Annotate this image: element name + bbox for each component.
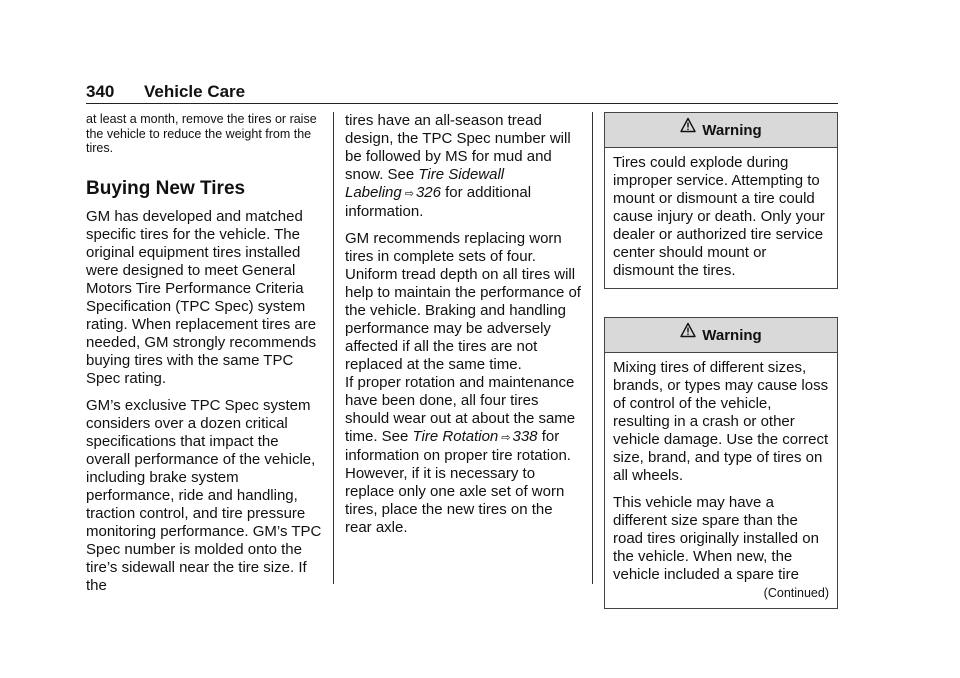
page-reference[interactable]: 326 [415,184,441,201]
header-divider [86,103,838,104]
warning-header [605,318,837,353]
text-run: tires have an all-season tread design, the TPC Spec number will be followed by MS for mud and snow. See [345,112,571,183]
paragraph [345,374,581,537]
warning-text: Tires could explode during improper service. Attempting to mount or dismount a tire could cause injury or death. Only your dealer or authorized tire service center should mount or dismount the tires. [613,154,825,279]
cross-reference-link[interactable]: Tire Rotation [412,428,499,445]
warning-text: This vehicle may have a different size spare than the road tires originally installed on the vehicle. When new, the vehicle included a spare tire [613,494,819,583]
warning-header [605,113,837,148]
warning-body [605,148,837,288]
warning-title: Warning [702,121,762,139]
continued-label: (Continued) [763,586,829,600]
column-divider [592,112,593,584]
text-run: for information on proper tire rotation. However, if it is necessary to replace only one axle set of worn tires, place the new tires on the rear axle. [345,428,571,536]
section-title: Vehicle Care [144,82,246,101]
warning-box [604,317,838,609]
paragraph: GM has developed and matched specific tires for the vehicle. The original equipment tires installed were designed to meet General Motors Tire Performance Criteria Specification (TPC Spec) system rating. When replacement tires are needed, GM strongly recommends buying tires with the same TPC Spec rating. [86,207,317,387]
warning-triangle-icon [680,322,696,342]
warning-title: Warning [702,326,762,344]
warning-triangle-icon [680,117,696,137]
text-run: If proper rotation and maintenance have been done, all four tires should wear out at about the same time. See [345,374,576,445]
column-divider [333,112,334,584]
page-reference[interactable]: 338 [512,428,538,445]
page-reference-arrow-icon: ⇨ [501,432,511,444]
cross-reference-link[interactable]: Tire Sidewall Labeling [345,166,505,201]
warning-text: Mixing tires of different sizes, brands, or types may cause loss of control of the vehicle, resulting in a crash or other vehicle damage. Use the correct size, brand, and type of tires on all wheels. [613,359,829,484]
column-2 [345,112,581,546]
section-heading: Buying New Tires [86,177,246,199]
paragraph: GM recommends replacing worn tires in complete sets of four. Uniform tread depth on all tires will help to maintain the performance of the vehicle. Braking and handling performance may be adversely affected if all the tires are not replaced at the same time. [345,230,581,373]
page-reference-arrow-icon: ⇨ [404,188,414,200]
column-3 [604,112,838,609]
page-number: 340 [86,82,115,101]
intro-text: at least a month, remove the tires or raise the vehicle to reduce the weight from the tires. [86,112,317,155]
text-run: for additional information. [345,184,532,220]
paragraph: GM’s exclusive TPC Spec system considers over a dozen critical specifications that impact the overall performance of the vehicle, including brake system performance, ride and handling, traction control, and tire pressure monitoring performance. GM’s TPC Spec number is molded onto the tire’s sidewall near the tire size. If the [86,396,322,594]
column-1 [86,112,322,595]
warning-box [604,112,838,289]
warning-body [605,353,837,608]
paragraph [345,112,581,221]
